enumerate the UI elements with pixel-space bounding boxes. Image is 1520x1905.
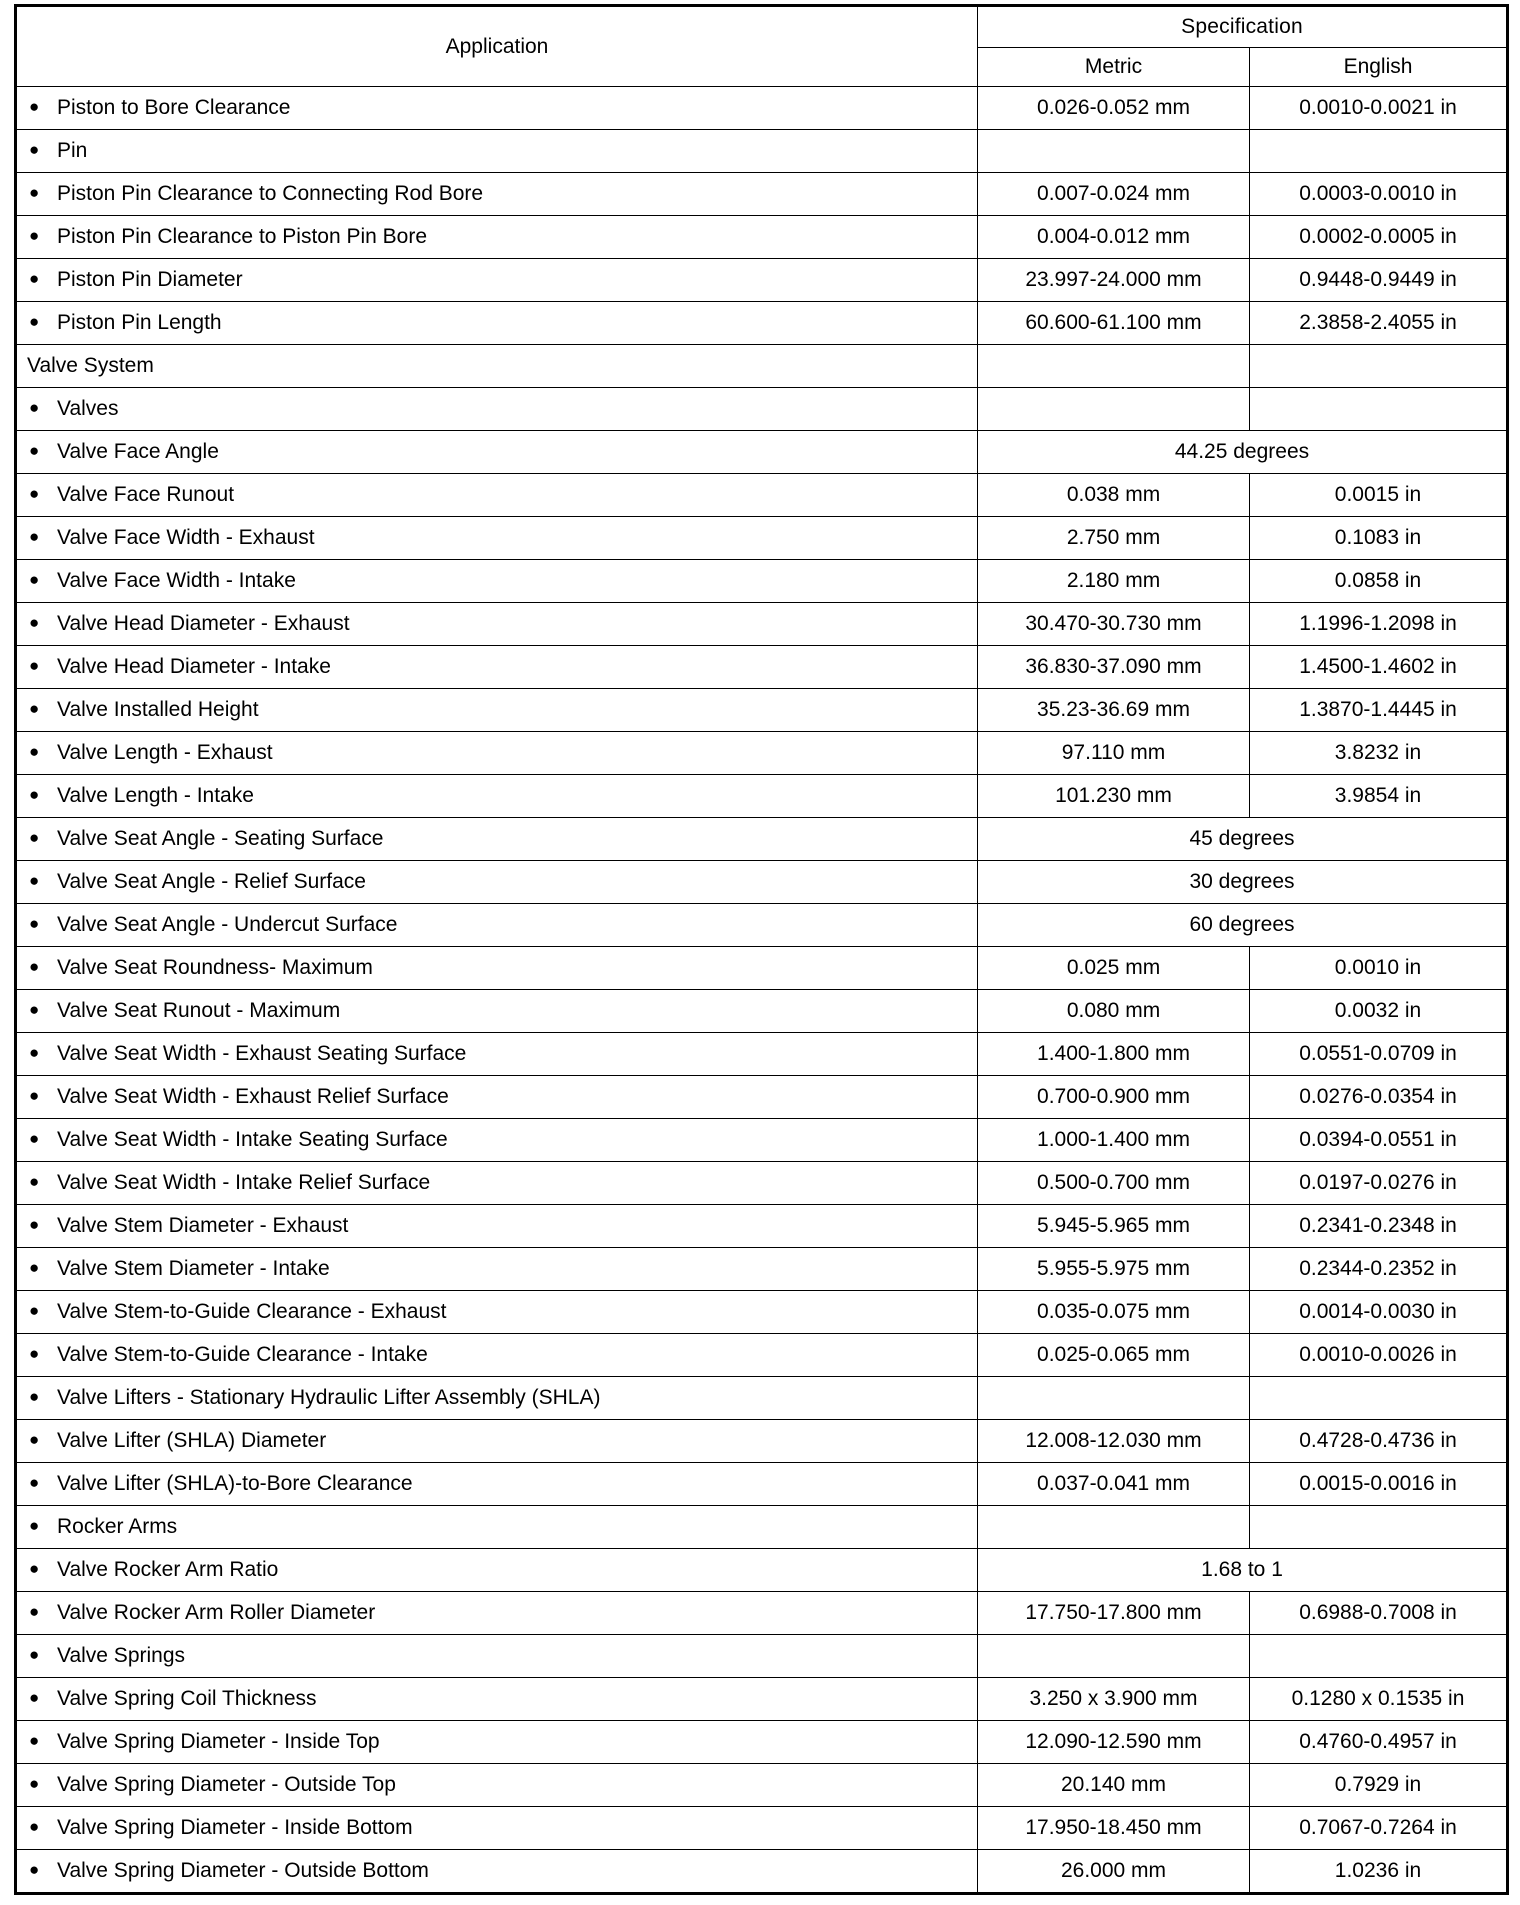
row-value-metric: 60.600-61.100 mm	[978, 302, 1250, 345]
row-label-cell	[16, 1850, 978, 1894]
bullet-icon	[17, 1087, 57, 1104]
bullet-icon	[17, 1818, 57, 1835]
row-label: Valve Spring Diameter - Inside Top	[57, 1730, 380, 1753]
row-value-metric: 0.035-0.075 mm	[978, 1291, 1250, 1334]
row-value-english: 3.8232 in	[1250, 732, 1508, 775]
bullet-icon	[17, 1517, 57, 1534]
row-label-cell	[16, 431, 978, 474]
table-row	[16, 130, 1508, 173]
row-value-metric: 0.700-0.900 mm	[978, 1076, 1250, 1119]
row-value-english: 0.7067-0.7264 in	[1250, 1807, 1508, 1850]
row-value-english	[1250, 1377, 1508, 1420]
table-row	[16, 216, 1508, 259]
bullet-icon	[17, 1173, 57, 1190]
row-value-english	[1250, 1506, 1508, 1549]
row-label: Piston Pin Clearance to Piston Pin Bore	[57, 225, 428, 248]
row-label: Valve Seat Width - Exhaust Seating Surface	[57, 1042, 467, 1065]
row-value-metric: 0.007-0.024 mm	[978, 173, 1250, 216]
bullet-icon	[17, 872, 57, 889]
row-value-english	[1250, 388, 1508, 431]
column-header-english: English	[1250, 48, 1508, 87]
row-label-cell	[16, 1635, 978, 1678]
row-label: Valve Rocker Arm Roller Diameter	[57, 1601, 376, 1624]
row-value-english: 0.0394-0.0551 in	[1250, 1119, 1508, 1162]
row-value-english: 0.4728-0.4736 in	[1250, 1420, 1508, 1463]
row-value-english: 0.0032 in	[1250, 990, 1508, 1033]
bullet-icon	[17, 571, 57, 588]
bullet-icon	[17, 313, 57, 330]
row-label-cell	[16, 216, 978, 259]
table-row	[16, 1420, 1508, 1463]
table-row	[16, 646, 1508, 689]
row-value-metric	[978, 345, 1250, 388]
row-value-english	[1250, 345, 1508, 388]
row-label: Valve Seat Roundness- Maximum	[57, 956, 373, 979]
row-value-english: 0.7929 in	[1250, 1764, 1508, 1807]
bullet-icon	[17, 1001, 57, 1018]
table-body	[16, 87, 1508, 1894]
row-label-cell	[16, 388, 978, 431]
table-row	[16, 990, 1508, 1033]
row-label-cell	[16, 87, 978, 130]
bullet-icon	[17, 1302, 57, 1319]
bullet-icon	[17, 829, 57, 846]
table-row	[16, 689, 1508, 732]
row-label: Valve Installed Height	[57, 698, 259, 721]
row-label-cell	[16, 775, 978, 818]
row-label: Valve Rocker Arm Ratio	[57, 1558, 279, 1581]
table-row	[16, 1377, 1508, 1420]
bullet-icon	[17, 98, 57, 115]
row-value-english: 0.0010-0.0026 in	[1250, 1334, 1508, 1377]
bullet-icon	[17, 270, 57, 287]
bullet-icon	[17, 1431, 57, 1448]
bullet-icon	[17, 442, 57, 459]
row-value-metric: 0.037-0.041 mm	[978, 1463, 1250, 1506]
bullet-icon	[17, 1044, 57, 1061]
row-label: Valve Length - Exhaust	[57, 741, 273, 764]
table-row	[16, 1678, 1508, 1721]
row-value-metric	[978, 388, 1250, 431]
row-label-cell	[16, 861, 978, 904]
row-value-english: 0.2341-0.2348 in	[1250, 1205, 1508, 1248]
row-label: Valve Seat Runout - Maximum	[57, 999, 341, 1022]
bullet-icon	[17, 1259, 57, 1276]
row-value-metric: 0.004-0.012 mm	[978, 216, 1250, 259]
row-label-cell	[16, 345, 978, 388]
bullet-icon	[17, 958, 57, 975]
row-value-combined: 44.25 degrees	[978, 431, 1508, 474]
table-row	[16, 732, 1508, 775]
row-label-cell	[16, 259, 978, 302]
table-row	[16, 388, 1508, 431]
table-row	[16, 1205, 1508, 1248]
row-label-cell	[16, 1549, 978, 1592]
row-value-metric	[978, 1635, 1250, 1678]
bullet-icon	[17, 1689, 57, 1706]
row-label-cell	[16, 560, 978, 603]
row-value-metric: 23.997-24.000 mm	[978, 259, 1250, 302]
row-value-metric: 2.750 mm	[978, 517, 1250, 560]
row-value-english: 0.0197-0.0276 in	[1250, 1162, 1508, 1205]
bullet-icon	[17, 786, 57, 803]
table-row	[16, 1850, 1508, 1894]
row-label-cell	[16, 1420, 978, 1463]
row-value-english: 0.0015-0.0016 in	[1250, 1463, 1508, 1506]
table-row	[16, 302, 1508, 345]
table-row	[16, 1635, 1508, 1678]
row-value-english: 0.1083 in	[1250, 517, 1508, 560]
row-label-cell	[16, 947, 978, 990]
row-value-metric: 0.038 mm	[978, 474, 1250, 517]
table-row	[16, 1248, 1508, 1291]
table-row	[16, 1076, 1508, 1119]
row-label: Valves	[57, 397, 119, 420]
row-label-cell	[16, 1033, 978, 1076]
row-label: Valve Spring Diameter - Inside Bottom	[57, 1816, 413, 1839]
row-label-cell	[16, 1807, 978, 1850]
row-value-metric: 0.500-0.700 mm	[978, 1162, 1250, 1205]
row-label-cell	[16, 1721, 978, 1764]
row-label: Valve Stem-to-Guide Clearance - Intake	[57, 1343, 428, 1366]
column-header-specification: Specification	[978, 6, 1508, 48]
row-value-combined: 60 degrees	[978, 904, 1508, 947]
bullet-icon	[17, 1646, 57, 1663]
row-label-cell	[16, 1764, 978, 1807]
row-label-cell	[16, 732, 978, 775]
table-row	[16, 947, 1508, 990]
row-value-metric: 12.090-12.590 mm	[978, 1721, 1250, 1764]
table-row	[16, 904, 1508, 947]
table-row	[16, 1764, 1508, 1807]
row-value-metric: 0.026-0.052 mm	[978, 87, 1250, 130]
row-value-metric: 30.470-30.730 mm	[978, 603, 1250, 646]
row-value-english: 0.0015 in	[1250, 474, 1508, 517]
row-label-cell	[16, 474, 978, 517]
bullet-icon	[17, 1560, 57, 1577]
row-label-cell	[16, 1334, 978, 1377]
row-value-metric	[978, 130, 1250, 173]
bullet-icon	[17, 1130, 57, 1147]
row-label: Piston Pin Clearance to Connecting Rod Bore	[57, 182, 484, 205]
table-row	[16, 474, 1508, 517]
table-row	[16, 1291, 1508, 1334]
row-label-cell	[16, 1463, 978, 1506]
row-label: Valve Spring Diameter - Outside Top	[57, 1773, 396, 1796]
row-value-metric: 2.180 mm	[978, 560, 1250, 603]
row-value-english: 0.2344-0.2352 in	[1250, 1248, 1508, 1291]
row-label: Valve Seat Angle - Relief Surface	[57, 870, 366, 893]
table-row	[16, 861, 1508, 904]
bullet-icon	[17, 1603, 57, 1620]
bullet-icon	[17, 1345, 57, 1362]
bullet-icon	[17, 743, 57, 760]
row-value-combined: 45 degrees	[978, 818, 1508, 861]
row-value-english: 0.0276-0.0354 in	[1250, 1076, 1508, 1119]
row-label-cell	[16, 1248, 978, 1291]
row-label: Valve Stem Diameter - Exhaust	[57, 1214, 349, 1237]
row-value-metric	[978, 1377, 1250, 1420]
row-label: Valve Head Diameter - Exhaust	[57, 612, 350, 635]
row-value-english: 0.6988-0.7008 in	[1250, 1592, 1508, 1635]
row-label-cell	[16, 130, 978, 173]
table-row	[16, 603, 1508, 646]
table-row	[16, 1334, 1508, 1377]
row-value-english: 1.3870-1.4445 in	[1250, 689, 1508, 732]
row-label-cell	[16, 646, 978, 689]
row-value-english: 1.4500-1.4602 in	[1250, 646, 1508, 689]
table-row	[16, 1592, 1508, 1635]
row-value-metric: 26.000 mm	[978, 1850, 1250, 1894]
bullet-icon	[17, 485, 57, 502]
row-value-english: 2.3858-2.4055 in	[1250, 302, 1508, 345]
table-row	[16, 173, 1508, 216]
row-value-english: 0.0014-0.0030 in	[1250, 1291, 1508, 1334]
row-value-english: 0.9448-0.9449 in	[1250, 259, 1508, 302]
row-value-metric: 36.830-37.090 mm	[978, 646, 1250, 689]
row-label-cell	[16, 302, 978, 345]
row-label: Valve Lifters - Stationary Hydraulic Lifter Assembly (SHLA)	[57, 1386, 601, 1409]
row-value-metric: 97.110 mm	[978, 732, 1250, 775]
bullet-icon	[17, 1388, 57, 1405]
row-value-english: 0.1280 x 0.1535 in	[1250, 1678, 1508, 1721]
table-row	[16, 1119, 1508, 1162]
row-value-metric: 1.400-1.800 mm	[978, 1033, 1250, 1076]
row-label: Valve Seat Width - Intake Relief Surface	[57, 1171, 431, 1194]
table-row	[16, 87, 1508, 130]
row-value-english: 1.1996-1.2098 in	[1250, 603, 1508, 646]
table-row	[16, 1807, 1508, 1850]
bullet-icon	[17, 1861, 57, 1878]
row-label: Valve Seat Angle - Undercut Surface	[57, 913, 398, 936]
row-value-metric: 101.230 mm	[978, 775, 1250, 818]
row-value-english: 0.0003-0.0010 in	[1250, 173, 1508, 216]
row-value-english: 3.9854 in	[1250, 775, 1508, 818]
bullet-icon	[17, 528, 57, 545]
table-row	[16, 818, 1508, 861]
row-value-metric: 3.250 x 3.900 mm	[978, 1678, 1250, 1721]
row-label: Valve Seat Width - Exhaust Relief Surface	[57, 1085, 449, 1108]
table-row	[16, 1506, 1508, 1549]
row-value-metric: 0.080 mm	[978, 990, 1250, 1033]
row-label: Valve Face Width - Intake	[57, 569, 296, 592]
row-label: Piston Pin Diameter	[57, 268, 243, 291]
row-value-combined: 1.68 to 1	[978, 1549, 1508, 1592]
row-value-metric: 1.000-1.400 mm	[978, 1119, 1250, 1162]
row-value-english: 0.4760-0.4957 in	[1250, 1721, 1508, 1764]
row-value-metric: 35.23-36.69 mm	[978, 689, 1250, 732]
row-label: Valve Lifter (SHLA)-to-Bore Clearance	[57, 1472, 413, 1495]
row-value-combined: 30 degrees	[978, 861, 1508, 904]
table-row	[16, 1033, 1508, 1076]
row-label-cell	[16, 1506, 978, 1549]
row-value-metric: 17.950-18.450 mm	[978, 1807, 1250, 1850]
row-label: Valve Face Angle	[57, 440, 219, 463]
bullet-icon	[17, 1474, 57, 1491]
row-label: Valve Lifter (SHLA) Diameter	[57, 1429, 327, 1452]
table-header	[16, 6, 1508, 87]
row-value-metric: 17.750-17.800 mm	[978, 1592, 1250, 1635]
row-label-cell	[16, 603, 978, 646]
table-row	[16, 1162, 1508, 1205]
bullet-icon	[17, 227, 57, 244]
table-row	[16, 431, 1508, 474]
bullet-icon	[17, 1775, 57, 1792]
column-header-metric: Metric	[978, 48, 1250, 87]
bullet-icon	[17, 1732, 57, 1749]
table-row	[16, 560, 1508, 603]
row-label: Valve Spring Diameter - Outside Bottom	[57, 1859, 429, 1882]
row-label: Valve Head Diameter - Intake	[57, 655, 331, 678]
row-value-english: 0.0858 in	[1250, 560, 1508, 603]
row-value-english: 0.0002-0.0005 in	[1250, 216, 1508, 259]
row-label: Valve Length - Intake	[57, 784, 254, 807]
row-label: Valve Face Width - Exhaust	[57, 526, 315, 549]
row-label-cell	[16, 1205, 978, 1248]
row-value-metric: 12.008-12.030 mm	[978, 1420, 1250, 1463]
row-label-cell	[16, 1119, 978, 1162]
row-value-english	[1250, 1635, 1508, 1678]
row-value-metric: 0.025-0.065 mm	[978, 1334, 1250, 1377]
row-value-english: 1.0236 in	[1250, 1850, 1508, 1894]
table-row	[16, 775, 1508, 818]
row-label-cell	[16, 990, 978, 1033]
row-label: Rocker Arms	[57, 1515, 178, 1538]
row-label: Piston to Bore Clearance	[57, 96, 291, 119]
table-row	[16, 1549, 1508, 1592]
table-row	[16, 259, 1508, 302]
row-label-cell	[16, 818, 978, 861]
row-label-cell	[16, 1678, 978, 1721]
row-value-metric: 20.140 mm	[978, 1764, 1250, 1807]
row-label: Valve Spring Coil Thickness	[57, 1687, 317, 1710]
bullet-icon	[17, 700, 57, 717]
row-value-english: 0.0010-0.0021 in	[1250, 87, 1508, 130]
row-value-metric: 5.945-5.965 mm	[978, 1205, 1250, 1248]
row-value-english: 0.0551-0.0709 in	[1250, 1033, 1508, 1076]
row-label: Valve Springs	[57, 1644, 186, 1667]
bullet-icon	[17, 184, 57, 201]
row-label: Valve System	[27, 354, 154, 377]
row-label: Valve Stem Diameter - Intake	[57, 1257, 330, 1280]
bullet-icon	[17, 399, 57, 416]
table-row	[16, 517, 1508, 560]
row-value-metric: 0.025 mm	[978, 947, 1250, 990]
row-label-cell	[16, 173, 978, 216]
row-value-english	[1250, 130, 1508, 173]
bullet-icon	[17, 1216, 57, 1233]
row-label: Valve Seat Width - Intake Seating Surface	[57, 1128, 448, 1151]
row-label-cell	[16, 689, 978, 732]
row-value-metric	[978, 1506, 1250, 1549]
bullet-icon	[17, 141, 57, 158]
table-header-row-1	[16, 6, 1508, 48]
table-row	[16, 1721, 1508, 1764]
row-label: Valve Seat Angle - Seating Surface	[57, 827, 384, 850]
column-header-application: Application	[16, 6, 978, 87]
row-value-english: 0.0010 in	[1250, 947, 1508, 990]
table-row	[16, 345, 1508, 388]
row-label-cell	[16, 1592, 978, 1635]
row-label: Pin	[57, 139, 88, 162]
row-label-cell	[16, 1291, 978, 1334]
row-label: Valve Stem-to-Guide Clearance - Exhaust	[57, 1300, 447, 1323]
bullet-icon	[17, 657, 57, 674]
bullet-icon	[17, 915, 57, 932]
row-value-metric: 5.955-5.975 mm	[978, 1248, 1250, 1291]
row-label: Piston Pin Length	[57, 311, 222, 334]
row-label: Valve Face Runout	[57, 483, 235, 506]
row-label-cell	[16, 1162, 978, 1205]
row-label-cell	[16, 1076, 978, 1119]
row-label-cell	[16, 517, 978, 560]
row-label-cell	[16, 904, 978, 947]
specifications-table	[14, 4, 1509, 1895]
table-row	[16, 1463, 1508, 1506]
row-label-cell	[16, 1377, 978, 1420]
bullet-icon	[17, 614, 57, 631]
